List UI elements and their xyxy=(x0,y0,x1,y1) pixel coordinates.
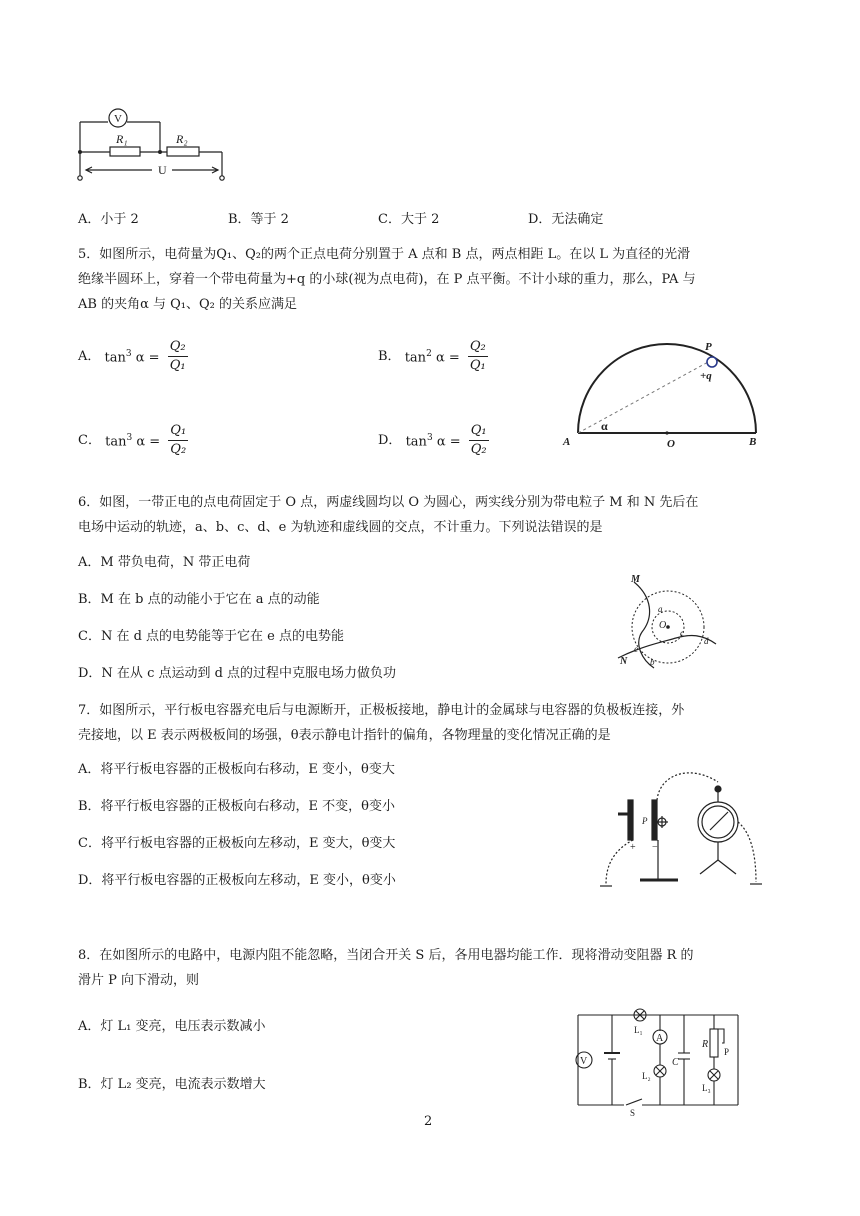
q5-option-a[interactable] xyxy=(78,338,188,375)
q7-option-d[interactable]: D．将平行板电容器的正极板向左移动，E 变小，θ变小 xyxy=(78,873,396,888)
point-b-label: B xyxy=(749,436,757,448)
option-label: C． xyxy=(78,433,101,448)
lamp-l1-label: L₁ xyxy=(634,1025,643,1035)
alpha-eq: α = xyxy=(135,350,160,366)
point-d-label: d xyxy=(704,636,709,646)
point-a-label: A xyxy=(563,436,571,448)
q7-option-a[interactable]: A．将平行板电容器的正极板向右移动，E 变小，θ变大 xyxy=(78,762,395,777)
q7-stem-line-1: 7．如图所示，平行板电容器充电后与电源断开，正极板接地，静电计的金属球与电容器的负极板连接，外 xyxy=(78,703,685,718)
q5-option-b[interactable] xyxy=(378,338,488,375)
tan-func: tan xyxy=(105,434,127,450)
power: 3 xyxy=(426,433,433,444)
q6-stem-line-1: 6．如图，一带正电的点电荷固定于 O 点，两虚线圆均以 O 为圆心，两实线分别为带电粒子 M 和 N 先后在 xyxy=(78,495,699,510)
lamp-l3-label: L₃ xyxy=(702,1083,711,1093)
q4-option-b[interactable]: B．等于 2 xyxy=(228,212,289,227)
denominator: Q₁ xyxy=(469,358,486,373)
q8-stem-line-2: 滑片 P 向下滑动，则 xyxy=(78,973,200,988)
power: 3 xyxy=(125,349,132,360)
point-p-label: P xyxy=(642,816,648,826)
option-label: A． xyxy=(78,349,101,364)
q6-option-b[interactable]: B．M 在 b 点的动能小于它在 a 点的动能 xyxy=(78,592,320,607)
point-e-label: e xyxy=(634,644,638,654)
q6-stem-line-2: 电场中运动的轨迹，a、b、c、d、e 为轨迹和虚线圆的交点，不计重力。下列说法错误的是 xyxy=(78,520,603,535)
q5-semicircle-figure xyxy=(555,335,770,450)
q4-option-a[interactable]: A．小于 2 xyxy=(78,212,139,227)
capacitor-c-label: C xyxy=(672,1057,679,1068)
q4-option-d[interactable]: D．无法确定 xyxy=(528,212,604,227)
point-p-label: P xyxy=(705,341,712,353)
particle-m-label: M xyxy=(631,574,640,585)
ammeter-a-label: A xyxy=(656,1033,664,1044)
point-b-label: b xyxy=(650,657,655,667)
r2-label: R₂ xyxy=(176,132,188,146)
voltmeter-label: V xyxy=(114,113,122,125)
option-label: B． xyxy=(378,349,401,364)
numerator: Q₁ xyxy=(168,422,188,441)
q5-stem-line-1: 5．如图所示，电荷量为Q₁、Q₂的两个正点电荷分别置于 A 点和 B 点，两点相距 L。在以 L 为直径的光滑 xyxy=(78,247,691,262)
q6-option-d[interactable]: D．N 在从 c 点运动到 d 点的过程中克服电场力做负功 xyxy=(78,666,397,681)
power: 2 xyxy=(426,349,432,360)
numerator: Q₁ xyxy=(469,422,489,441)
numerator: Q₂ xyxy=(168,338,188,357)
option-label: D． xyxy=(378,433,402,448)
power: 3 xyxy=(126,433,133,444)
u-label: U xyxy=(158,163,167,177)
q7-option-c[interactable]: C．将平行板电容器的正极板向左移动，E 变大，θ变大 xyxy=(78,836,396,851)
page-number: 2 xyxy=(424,1114,433,1129)
q4-option-c[interactable]: C．大于 2 xyxy=(378,212,440,227)
alpha-eq: α = xyxy=(435,350,460,366)
q7-capacitor-figure xyxy=(600,752,770,897)
lamp-l2-label: L₂ xyxy=(642,1071,651,1081)
denominator: Q₁ xyxy=(169,358,186,373)
voltmeter-v-label: V xyxy=(580,1056,588,1067)
point-a-label: a xyxy=(658,604,663,614)
numerator: Q₂ xyxy=(468,338,488,357)
r1-label: R₁ xyxy=(116,132,128,146)
alpha-eq: α = xyxy=(136,434,161,450)
q6-orbit-figure xyxy=(612,572,724,670)
q6-option-a[interactable]: A．M 带负电荷，N 带正电荷 xyxy=(78,555,251,570)
tan-func: tan xyxy=(104,350,126,366)
point-o-label: O xyxy=(667,438,675,450)
q5-stem-line-2: 绝缘半圆环上，穿着一个带电荷量为+q 的小球(视为点电荷)，在 P 点平衡。不计小球的重力，那么，PA 与 xyxy=(78,272,696,287)
q6-option-c[interactable]: C．N 在 d 点的电势能等于它在 e 点的电势能 xyxy=(78,629,344,644)
point-c-label: c xyxy=(680,628,684,638)
q4-circuit-figure xyxy=(72,100,232,185)
q8-option-a[interactable]: A．灯 L₁ 变亮，电压表示数减小 xyxy=(78,1019,266,1034)
denominator: Q₂ xyxy=(470,442,487,457)
q8-circuit-figure xyxy=(568,1005,748,1117)
q7-option-b[interactable]: B．将平行板电容器的正极板向右移动，E 不变，θ变小 xyxy=(78,799,396,814)
center-o-label: O xyxy=(659,620,667,631)
q5-option-c[interactable] xyxy=(78,422,188,459)
rheostat-r-label: R xyxy=(702,1039,709,1050)
q7-stem-line-2: 壳接地，以 E 表示两极板间的场强，θ表示静电计指针的偏角，各物理量的变化情况正确的是 xyxy=(78,728,611,743)
tan-func: tan xyxy=(404,350,427,366)
slider-p-label: P xyxy=(724,1047,730,1057)
charge-q-label: +q xyxy=(700,370,712,382)
angle-alpha-label: α xyxy=(601,419,608,433)
plus-sign: + xyxy=(630,842,636,853)
q8-option-b[interactable]: B．灯 L₂ 变亮，电流表示数增大 xyxy=(78,1077,266,1092)
particle-n-label: N xyxy=(620,656,628,667)
q8-stem-line-1: 8．在如图所示的电路中，电源内阻不能忽略，当闭合开关 S 后，各用电器均能工作．现将滑动变阻器 R 的 xyxy=(78,948,694,963)
alpha-eq: α = xyxy=(436,434,461,450)
q5-stem-line-3: AB 的夹角α 与 Q₁、Q₂ 的关系应满足 xyxy=(78,297,297,312)
switch-s-label: S xyxy=(630,1108,636,1117)
tan-func: tan xyxy=(405,434,427,450)
minus-sign: − xyxy=(652,842,658,853)
q5-option-d[interactable] xyxy=(378,422,489,459)
denominator: Q₂ xyxy=(170,442,187,457)
